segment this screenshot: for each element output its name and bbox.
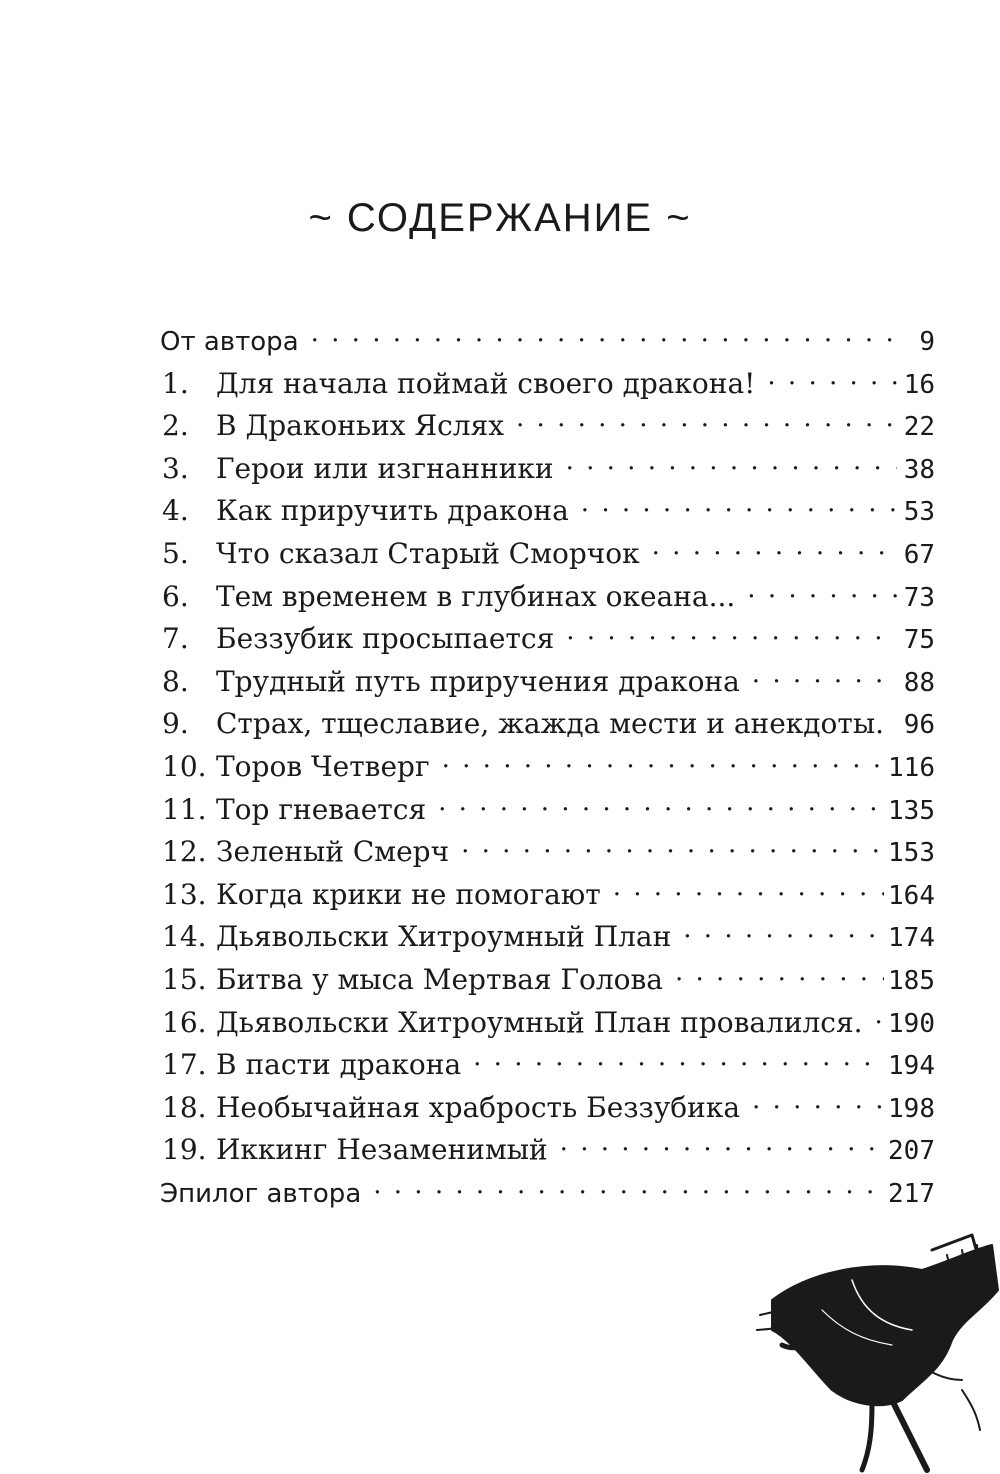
page-number: 174 [888, 923, 935, 954]
chapter-number: 12. [162, 835, 207, 869]
chapter-title: Битва у мыса Мертвая Голова [216, 962, 663, 996]
chapter-number: 4. [162, 494, 189, 528]
chapter-number: 2. [162, 409, 189, 443]
toc-entry [160, 535, 935, 578]
page-number: 116 [888, 752, 935, 783]
dragon-scribble-icon [752, 1230, 1000, 1474]
toc-entry [160, 1174, 935, 1217]
dot-leader [516, 407, 897, 435]
toc-entry [160, 833, 935, 876]
table-of-contents [160, 322, 935, 1216]
chapter-title: Как приручить дракона [216, 494, 569, 528]
dot-leader [473, 1046, 884, 1074]
chapter-number: 9. [162, 707, 189, 741]
chapter-number: 5. [162, 536, 189, 570]
dot-leader [566, 450, 897, 478]
page-number: 67 [903, 539, 935, 570]
chapter-title: Зеленый Смерч [216, 835, 450, 869]
chapter-number: 15. [162, 962, 207, 996]
chapter-number: 18. [162, 1090, 207, 1124]
chapter-number: 7. [162, 622, 189, 656]
chapter-title: Торов Четверг [216, 749, 430, 783]
toc-entry [160, 578, 935, 621]
page-number: 135 [888, 795, 935, 826]
page-number: 16 [903, 369, 935, 400]
dot-leader [767, 365, 897, 393]
chapter-title: Страх, тщеславие, жажда мести и анекдоты. [216, 707, 885, 741]
page-number: 217 [888, 1178, 935, 1209]
chapter-title: Беззубик просыпается [216, 622, 555, 656]
chapter-title: Эпилог автора [160, 1178, 362, 1209]
dot-leader [875, 1004, 884, 1032]
chapter-title: Герои или изгнанники [216, 451, 554, 485]
dot-leader [652, 535, 897, 563]
page-number: 53 [903, 497, 935, 528]
dot-leader [896, 705, 897, 733]
chapter-number: 13. [162, 877, 207, 911]
dot-leader [747, 578, 897, 606]
toc-entry [160, 748, 935, 791]
toc-entry [160, 1046, 935, 1089]
toc-entry [160, 492, 935, 535]
chapter-title: Дьявольски Хитроумный План [216, 920, 672, 954]
chapter-number: 11. [162, 792, 207, 826]
dot-leader [683, 918, 884, 946]
page-number: 38 [903, 454, 935, 485]
page-number: 22 [903, 412, 935, 443]
page-number: 164 [888, 880, 935, 911]
chapter-number: 19. [162, 1133, 207, 1167]
page-number: 190 [888, 1008, 935, 1039]
toc-entry [160, 791, 935, 834]
toc-entry [160, 620, 935, 663]
toc-entry [160, 961, 935, 1004]
chapter-title: В Драконьих Яслях [216, 409, 505, 443]
page-number: 73 [903, 582, 935, 613]
page-number: 207 [888, 1136, 935, 1167]
chapter-number: 14. [162, 920, 207, 954]
dot-leader [442, 748, 884, 776]
dot-leader [566, 620, 897, 648]
page-number: 153 [888, 838, 935, 869]
dot-leader [752, 1089, 884, 1117]
dot-leader [581, 492, 897, 520]
chapter-title: В пасти дракона [216, 1048, 462, 1082]
dot-leader [438, 791, 884, 819]
toc-entry [160, 322, 935, 365]
page-number: 9 [919, 327, 935, 357]
page-number: 96 [903, 710, 935, 741]
dot-leader [311, 322, 897, 350]
dot-leader [675, 961, 884, 989]
chapter-number: 10. [162, 749, 207, 783]
toc-entry [160, 407, 935, 450]
chapter-title: Тор гневается [216, 792, 427, 826]
toc-entry [160, 663, 935, 706]
toc-entry [160, 876, 935, 919]
dot-leader [560, 1131, 884, 1159]
chapter-number: 6. [162, 579, 189, 613]
chapter-number: 1. [162, 366, 189, 400]
page-number: 88 [903, 667, 935, 698]
chapter-title: Дьявольски Хитроумный План провалился. [216, 1005, 863, 1039]
chapter-title: Когда крики не помогают [216, 877, 601, 911]
page-number: 198 [888, 1093, 935, 1124]
chapter-title: Трудный путь приручения дракона [216, 664, 740, 698]
toc-entry [160, 1004, 935, 1047]
dot-leader [461, 833, 884, 861]
chapter-title: Что сказал Старый Сморчок [216, 536, 640, 570]
toc-entry [160, 705, 935, 748]
dot-leader [373, 1174, 884, 1202]
chapter-title: Иккинг Незаменимый [216, 1133, 548, 1167]
chapter-number: 16. [162, 1005, 207, 1039]
page-number: 75 [903, 625, 935, 656]
chapter-title: Тем временем в глубинах океана... [216, 579, 736, 613]
toc-entry [160, 365, 935, 408]
toc-entry [160, 1089, 935, 1132]
toc-entry [160, 450, 935, 493]
chapter-title: От автора [160, 327, 299, 357]
chapter-number: 8. [162, 664, 189, 698]
chapter-title: Необычайная храбрость Беззубика [216, 1090, 741, 1124]
page-number: 185 [888, 965, 935, 996]
page-title: ~ СОДЕРЖАНИЕ ~ [308, 196, 692, 240]
dot-leader [752, 663, 897, 691]
chapter-title: Для начала поймай своего дракона! [216, 366, 756, 400]
toc-entry [160, 1131, 935, 1174]
chapter-number: 3. [162, 451, 189, 485]
chapter-number: 17. [162, 1048, 207, 1082]
toc-entry [160, 918, 935, 961]
page-number: 194 [888, 1051, 935, 1082]
dot-leader [613, 876, 884, 904]
